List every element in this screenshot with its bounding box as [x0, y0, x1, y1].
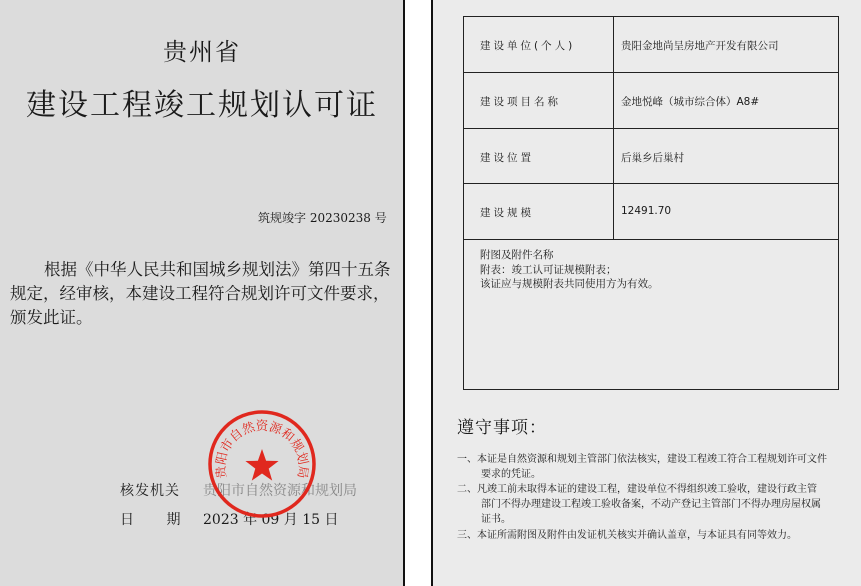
- body-line: 规定，经审核，本建设工程符合规划许可文件要求，: [10, 284, 390, 303]
- attachments-title: 附图及附件名称: [480, 249, 554, 261]
- table-row: [464, 129, 838, 184]
- notice-item-2: [457, 482, 847, 527]
- date-label: 日 期: [120, 512, 181, 528]
- table-row: [464, 17, 838, 73]
- page-gutter: [404, 0, 431, 586]
- row-label: 建设位置: [480, 152, 534, 164]
- column-divider: [613, 129, 614, 183]
- province-heading: 贵州省: [163, 38, 241, 66]
- row-label: 建设规模: [480, 207, 534, 219]
- notice-line: 要求的凭证。: [481, 469, 541, 480]
- column-divider: [613, 184, 614, 239]
- issuer-value: 贵阳市自然资源和规划局: [203, 483, 357, 499]
- project-info-table: [463, 16, 839, 390]
- notice-line: 一、本证是自然资源和规划主管部门依法核实，建设工程竣工符合工程规划许可文件: [457, 454, 827, 465]
- certificate-body: [10, 258, 390, 330]
- row-value: 后巢乡后巢村: [621, 152, 684, 164]
- row-value: 12491.70: [621, 205, 672, 217]
- column-divider: [613, 17, 614, 72]
- row-label: 建设项目名称: [480, 96, 561, 108]
- certificate-title: 建设工程竣工规划认可证: [26, 88, 378, 123]
- seal-star-icon: [245, 449, 278, 481]
- body-line: 根据《中华人民共和国城乡规划法》第四十五条: [44, 260, 391, 279]
- date-value: 2023 年 09 月 15 日: [203, 512, 339, 528]
- notice-line: 部门不得办理建设工程竣工验收备案，不动产登记主管部门不得办理房屋权属: [481, 499, 821, 510]
- row-value: 金地悦峰（城市综合体）A8#: [621, 96, 760, 108]
- row-value: 贵阳金地尚呈房地产开发有限公司: [621, 40, 779, 52]
- notice-item-1: [457, 452, 847, 482]
- notice-line: 三、本证所需附图及附件由发证机关核实并确认盖章，与本证具有同等效力。: [457, 530, 797, 541]
- body-line: 颁发此证。: [10, 308, 93, 327]
- column-divider: [613, 73, 614, 128]
- attachments-line: 该证应与规模附表共同使用方为有效。: [480, 278, 659, 290]
- row-label: 建设单位(个人): [480, 40, 576, 52]
- notice-line: 二、凡竣工前未取得本证的建设工程，建设单位不得组织竣工验收，建设行政主管: [457, 484, 817, 495]
- official-seal: [207, 409, 317, 519]
- certificate-number: 筑规竣字 20230238 号: [258, 211, 387, 225]
- notice-item-3: [457, 528, 847, 543]
- seal-text: 贵阳市自然资源和规划局: [212, 418, 312, 480]
- attachments-line: 附表：竣工认可证规模附表；: [480, 264, 617, 276]
- table-row: [464, 73, 838, 129]
- issuer-label: 核发机关: [120, 483, 180, 499]
- table-row: [464, 184, 838, 240]
- notice-line: 证书。: [481, 514, 511, 525]
- notice-title: 遵守事项：: [457, 418, 547, 438]
